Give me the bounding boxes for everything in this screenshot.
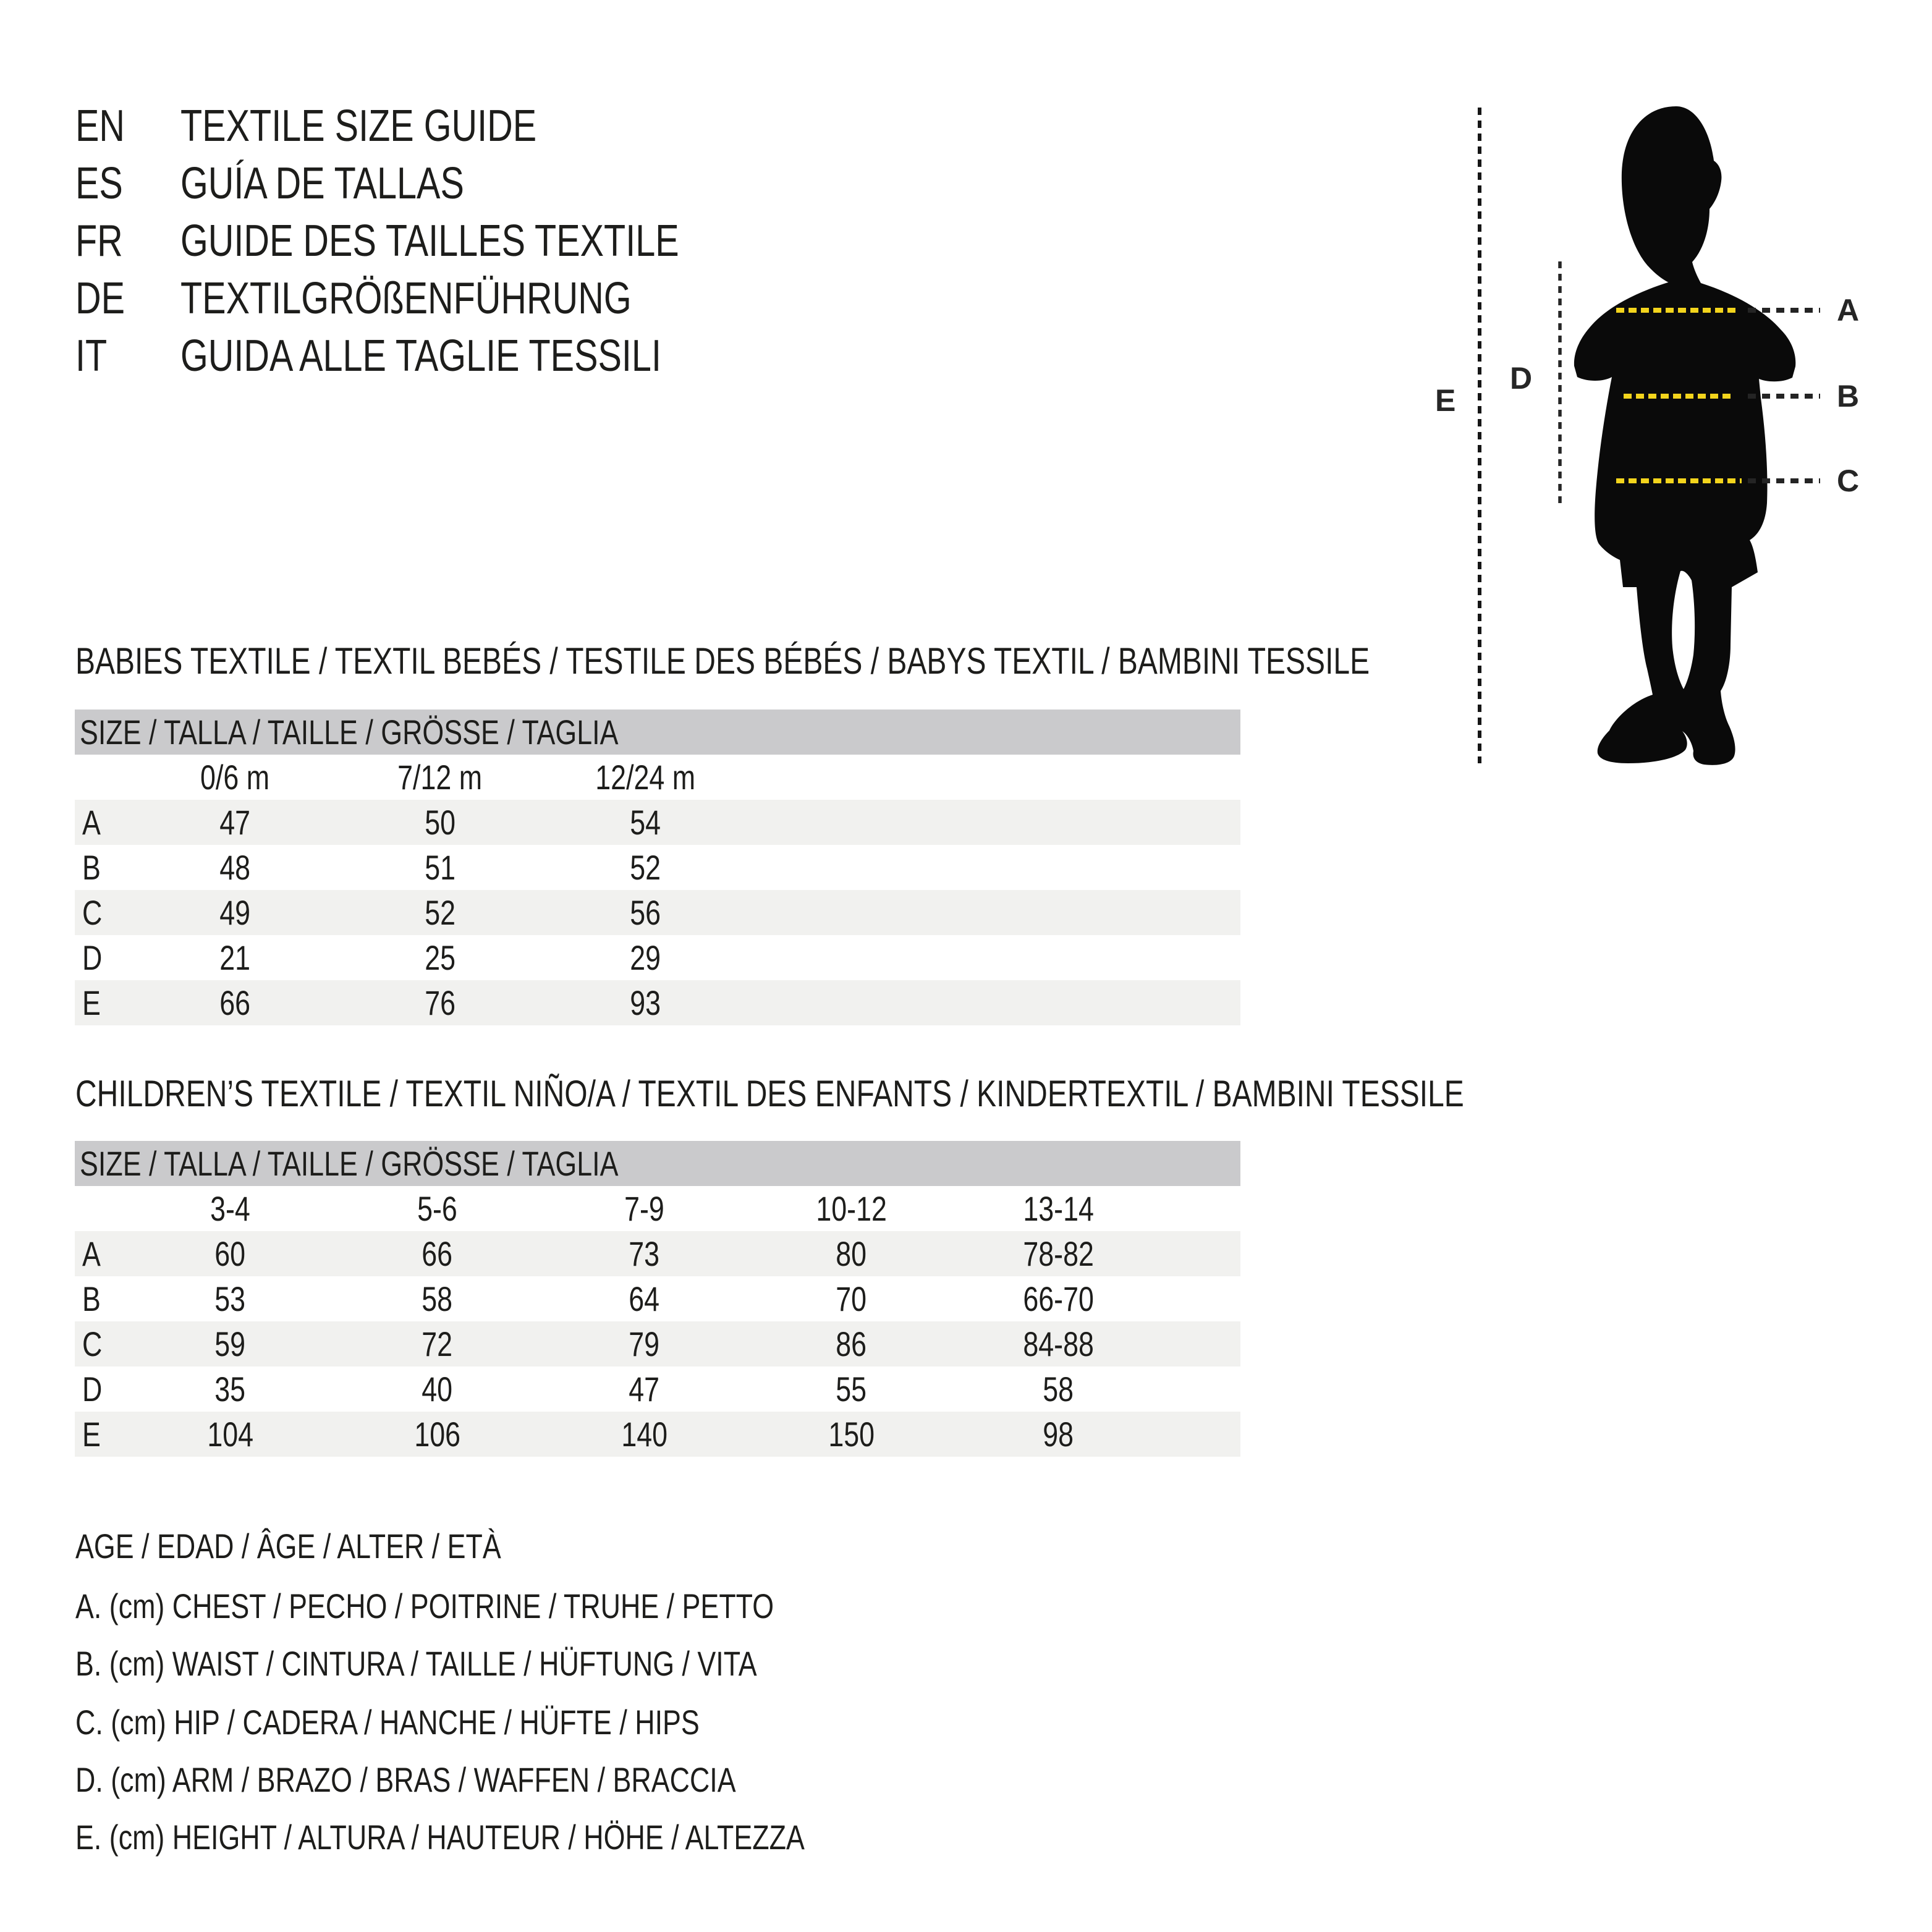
babies-size-header-bar — [75, 710, 1240, 755]
guide-title-en: TEXTILE SIZE GUIDE — [180, 101, 537, 151]
cell: 73 — [629, 1234, 660, 1273]
cell: 25 — [425, 938, 455, 977]
cell: 140 — [621, 1415, 667, 1454]
cell: 47 — [629, 1370, 660, 1409]
children-col-header: 7-9 — [624, 1189, 664, 1228]
cell: 50 — [425, 803, 455, 842]
children-column-header-row — [75, 1186, 1240, 1231]
children-row-waist — [75, 1276, 1240, 1321]
cell: 58 — [1043, 1370, 1074, 1409]
babies-row-height — [75, 980, 1240, 1025]
children-col-header: 3-4 — [210, 1189, 250, 1228]
silhouette-body — [1574, 282, 1795, 765]
lang-row-es — [75, 155, 803, 213]
cell: 60 — [214, 1234, 246, 1273]
row-label: D — [82, 1370, 103, 1409]
guide-title-es: GUÍA DE TALLAS — [180, 159, 464, 208]
label-arm-d: D — [1510, 361, 1533, 396]
label-chest-a: A — [1837, 293, 1860, 328]
label-height-e: E — [1435, 383, 1456, 418]
babies-row-chest — [75, 800, 1240, 845]
cell: 104 — [207, 1415, 253, 1454]
children-col-header: 10-12 — [816, 1189, 887, 1228]
cell: 51 — [425, 848, 455, 887]
cell: 70 — [836, 1279, 867, 1318]
cell: 98 — [1043, 1415, 1074, 1454]
cell: 93 — [630, 983, 661, 1022]
babies-col-header: 0/6 m — [200, 758, 270, 797]
row-label: D — [82, 938, 103, 977]
lang-code-en: EN — [75, 101, 125, 151]
cell: 55 — [836, 1370, 867, 1409]
children-section-title — [75, 1072, 1811, 1116]
cell: 150 — [828, 1415, 875, 1454]
measurement-diagram — [1421, 99, 1922, 810]
cell: 59 — [214, 1324, 246, 1363]
cell: 58 — [422, 1279, 453, 1318]
cell: 47 — [219, 803, 250, 842]
legend-hip: C. (cm) HIP / CADERA / HANCHE / HÜFTE / HIPS — [75, 1703, 700, 1742]
babies-row-hip — [75, 890, 1240, 935]
cell: 21 — [219, 938, 250, 977]
babies-col-header: 12/24 m — [595, 758, 695, 797]
lang-row-en — [75, 98, 803, 155]
row-label: E — [82, 983, 101, 1022]
cell: 29 — [630, 938, 661, 977]
cell: 76 — [425, 983, 455, 1022]
cell: 86 — [836, 1324, 867, 1363]
babies-col-header: 7/12 m — [397, 758, 483, 797]
label-hip-c: C — [1837, 464, 1860, 498]
label-waist-b: B — [1837, 379, 1860, 413]
children-row-arm — [75, 1366, 1240, 1412]
row-label: B — [82, 1279, 101, 1318]
cell: 56 — [630, 893, 661, 932]
lang-code-es: ES — [75, 159, 123, 208]
child-silhouette — [1421, 99, 1922, 810]
children-col-header: 13-14 — [1023, 1189, 1094, 1228]
babies-row-arm — [75, 935, 1240, 980]
language-title-list — [75, 98, 803, 385]
cell: 78-82 — [1023, 1234, 1094, 1273]
guide-title-fr: GUIDE DES TAILLES TEXTILE — [180, 216, 679, 266]
lang-row-fr — [75, 213, 803, 270]
cell: 64 — [629, 1279, 660, 1318]
cell: 84-88 — [1023, 1324, 1094, 1363]
cell: 52 — [425, 893, 455, 932]
children-row-chest — [75, 1231, 1240, 1276]
children-section-title-text: CHILDREN’S TEXTILE / TEXTIL NIÑO/A / TEXTIL DES ENFANTS / KINDERTEXTIL / BAMBINI TESSILE — [75, 1073, 1464, 1114]
legend-waist: B. (cm) WAIST / CINTURA / TAILLE / HÜFTUNG / VITA — [75, 1644, 757, 1683]
row-label: E — [82, 1415, 101, 1454]
lang-row-it — [75, 328, 803, 385]
guide-title-it: GUIDA ALLE TAGLIE TESSILI — [180, 331, 661, 381]
cell: 54 — [630, 803, 661, 842]
cell: 66 — [422, 1234, 453, 1273]
legend-arm: D. (cm) ARM / BRAZO / BRAS / WAFFEN / BRACCIA — [75, 1760, 736, 1799]
row-label: B — [82, 848, 101, 887]
legend-chest: A. (cm) CHEST / PECHO / POITRINE / TRUHE / PETTO — [75, 1587, 774, 1625]
cell: 52 — [630, 848, 661, 887]
legend-age: AGE / EDAD / ÂGE / ALTER / ETÀ — [75, 1527, 501, 1566]
row-label: A — [82, 1234, 101, 1273]
babies-section-title — [75, 640, 1693, 683]
cell: 106 — [414, 1415, 460, 1454]
lang-code-it: IT — [75, 331, 108, 381]
row-label: C — [82, 1324, 103, 1363]
cell: 72 — [422, 1324, 453, 1363]
cell: 53 — [214, 1279, 246, 1318]
babies-column-header-row — [75, 755, 1240, 800]
guide-title-de: TEXTILGRÖßENFÜHRUNG — [180, 274, 632, 323]
row-label: A — [82, 803, 101, 842]
lang-code-fr: FR — [75, 216, 123, 266]
babies-section-title-text: BABIES TEXTILE / TEXTIL BEBÉS / TESTILE DES BÉBÉS / BABYS TEXTIL / BAMBINI TESSILE — [75, 640, 1370, 682]
cell: 35 — [214, 1370, 246, 1409]
cell: 66 — [219, 983, 250, 1022]
children-row-hip — [75, 1321, 1240, 1366]
lang-code-de: DE — [75, 274, 125, 323]
cell: 40 — [422, 1370, 453, 1409]
children-size-header-text: SIZE / TALLA / TAILLE / GRÖSSE / TAGLIA — [80, 1144, 619, 1183]
lang-row-de — [75, 270, 803, 328]
silhouette-head — [1622, 106, 1722, 283]
babies-row-waist — [75, 845, 1240, 890]
legend-height: E. (cm) HEIGHT / ALTURA / HAUTEUR / HÖHE / ALTEZZA — [75, 1818, 805, 1857]
children-size-header-bar — [75, 1141, 1240, 1186]
cell: 80 — [836, 1234, 867, 1273]
row-label: C — [82, 893, 103, 932]
cell: 66-70 — [1023, 1279, 1094, 1318]
children-row-height — [75, 1412, 1240, 1457]
children-col-header: 5-6 — [417, 1189, 457, 1228]
babies-size-header-text: SIZE / TALLA / TAILLE / GRÖSSE / TAGLIA — [80, 713, 619, 752]
cell: 79 — [629, 1324, 660, 1363]
cell: 48 — [219, 848, 250, 887]
cell: 49 — [219, 893, 250, 932]
